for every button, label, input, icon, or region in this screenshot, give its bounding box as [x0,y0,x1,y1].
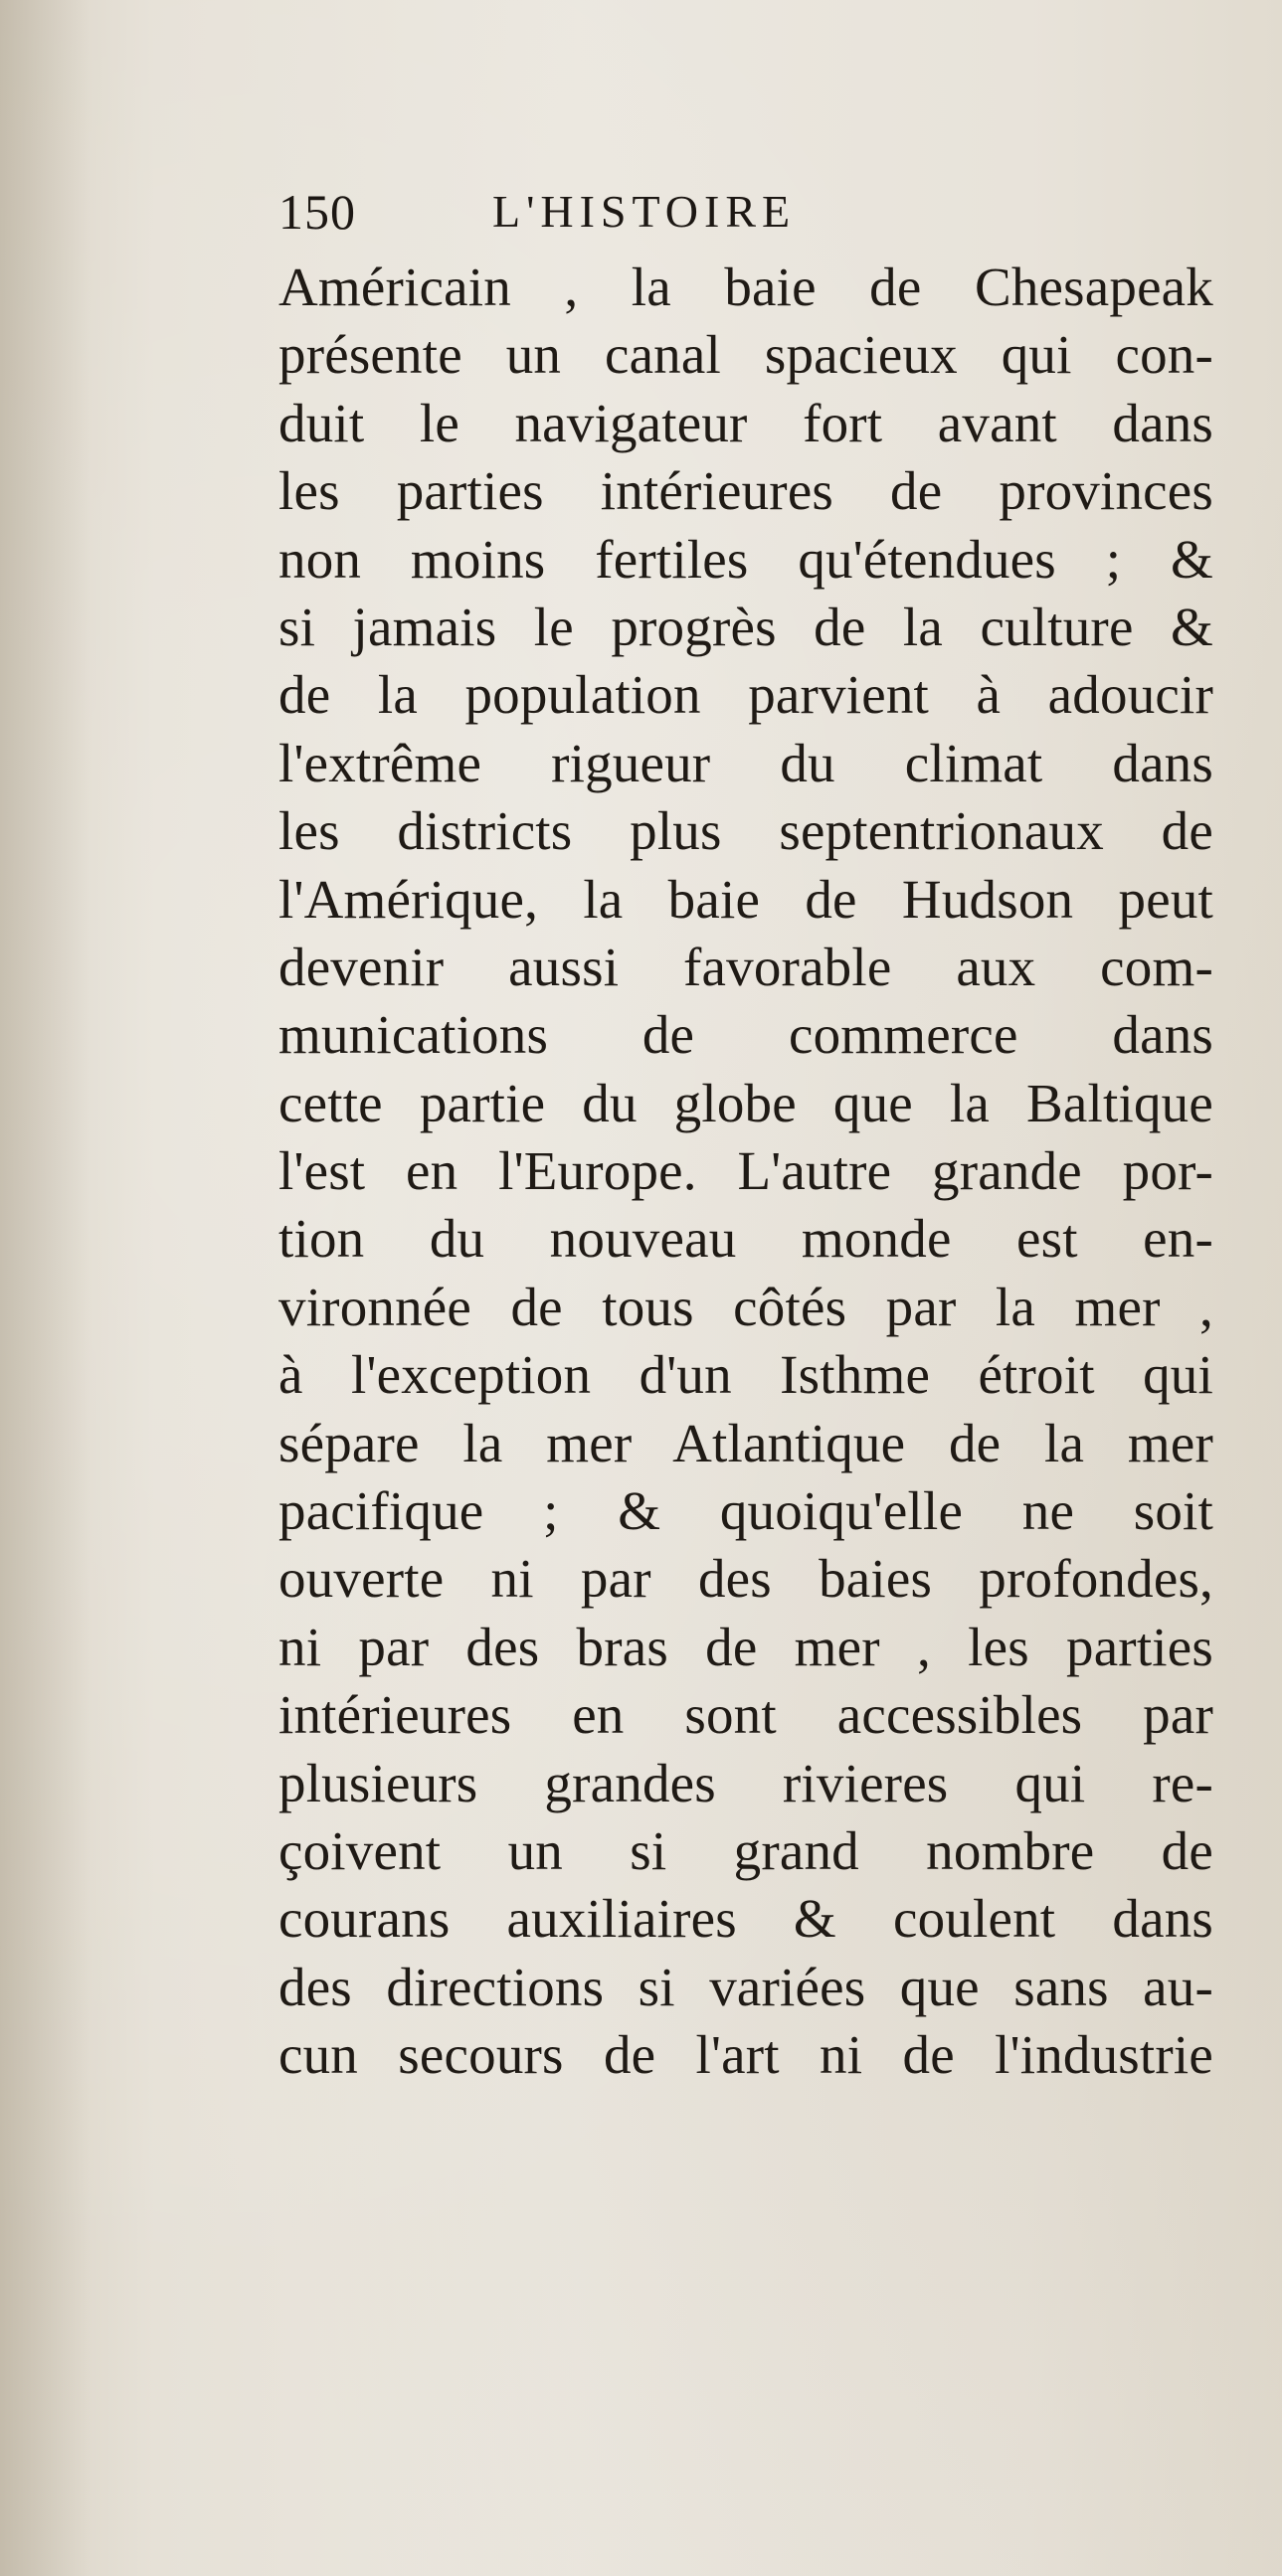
running-head: L'HISTOIRE [492,186,797,237]
text-line: cette partie du globe que la Baltique [278,1072,1213,1133]
text-line: sépare la mer Atlantique de la mer [278,1412,1213,1473]
text-line: tion du nouveau monde est en- [278,1208,1213,1270]
text-line: intérieures en sont accessibles par [278,1684,1213,1746]
text-line: duit le navigateur fort avant dans [278,392,1213,453]
text-line: Américain , la baie de Chesapeak [278,257,1213,317]
body-text [278,254,1213,2090]
text-line: si jamais le progrès de la culture & [278,596,1213,657]
text-line: plusieurs grandes rivieres qui re- [278,1752,1213,1813]
text-line: les districts plus septentrionaux de [278,800,1213,862]
text-line: ouverte ni par des baies profondes, [278,1548,1213,1610]
text-line: l'Amérique, la baie de Hudson peut [278,868,1213,930]
page-gutter-shadow [0,0,90,2576]
text-line: des directions si variées que sans au- [278,1956,1213,2017]
text-line: vironnée de tous côtés par la mer , [278,1276,1213,1337]
text-line: ni par des bras de mer , les parties [278,1616,1213,1677]
text-line: pacifique ; & quoiqu'elle ne soit [278,1480,1213,1542]
text-line: çoivent un si grand nombre de [278,1819,1213,1881]
text-line: munications de commerce dans [278,1004,1213,1066]
text-line: courans auxiliaires & coulent dans [278,1888,1213,1950]
text-line: l'est en l'Europe. L'autre grande por- [278,1140,1213,1202]
text-line: à l'exception d'un Isthme étroit qui [278,1344,1213,1406]
text-line: l'extrême rigueur du climat dans [278,732,1213,793]
page-header [278,177,1034,247]
text-line: devenir aussi favorable aux com- [278,936,1213,997]
text-line: cun secours de l'art ni de l'industrie [278,2024,1213,2086]
text-line: de la population parvient à adoucir [278,664,1213,726]
text-line: les parties intérieures de provinces [278,460,1213,522]
text-line: présente un canal spacieux qui con- [278,324,1213,386]
page-number: 150 [278,184,356,240]
text-line: non moins fertiles qu'étendues ; & [278,528,1213,590]
